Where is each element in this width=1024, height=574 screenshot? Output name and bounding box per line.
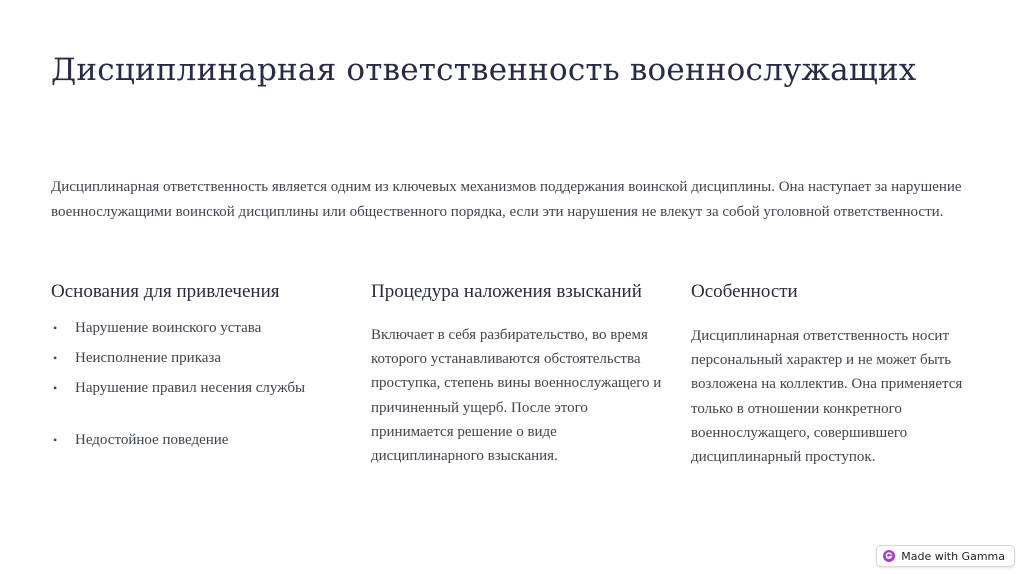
bullet-icon: • [53, 381, 58, 395]
bullet-icon: • [53, 321, 58, 335]
list-item-text: Неисполнение приказа [75, 350, 221, 366]
procedure-heading: Процедура наложения взысканий [371, 281, 642, 302]
made-with-gamma-badge[interactable] [876, 545, 1015, 567]
intro-paragraph: Дисциплинарная ответственность является одним из ключевых механизмов поддержания воинской дисциплины. Она наступает за нарушение военнослужащими воинской дисциплины или общественного порядка, если эти нарушения не влекут за собой уголовной ответственности. [51, 179, 962, 220]
list-item [51, 377, 341, 407]
list-item [51, 429, 341, 459]
list-item-text: Нарушение воинского устава [75, 320, 262, 336]
features-heading: Особенности [691, 281, 798, 302]
procedure-text: Включает в себя разбирательство, во время которого устанавливаются обстоятельства проступка, степень вины военнослужащего и причиненный ущерб. После этого принимается решение о виде дисциплинарного взыскания. [371, 327, 662, 465]
procedure-column [371, 280, 671, 468]
grounds-heading: Основания для привлечения [51, 281, 280, 302]
bullet-icon: • [53, 351, 58, 365]
badge-label: Made with Gamma [901, 549, 1005, 563]
list-item-text: Нарушение правил несения службы [75, 380, 306, 396]
features-text: Дисциплинарная ответственность носит персональный характер и не может быть возложена на коллектив. Она применяется только в отношении конкретного военнослужащего, совершившего дисциплинарный проступок. [691, 328, 963, 466]
slide-title: Дисциплинарная ответственность военнослужащих [51, 52, 917, 88]
bullet-icon: • [53, 433, 58, 447]
list-item-text: Недостойное поведение [75, 432, 229, 448]
grounds-list [51, 317, 341, 459]
list-item [51, 317, 341, 347]
grounds-column [51, 280, 341, 459]
features-column [691, 280, 991, 469]
gamma-logo-icon [883, 550, 895, 562]
list-item [51, 347, 341, 377]
